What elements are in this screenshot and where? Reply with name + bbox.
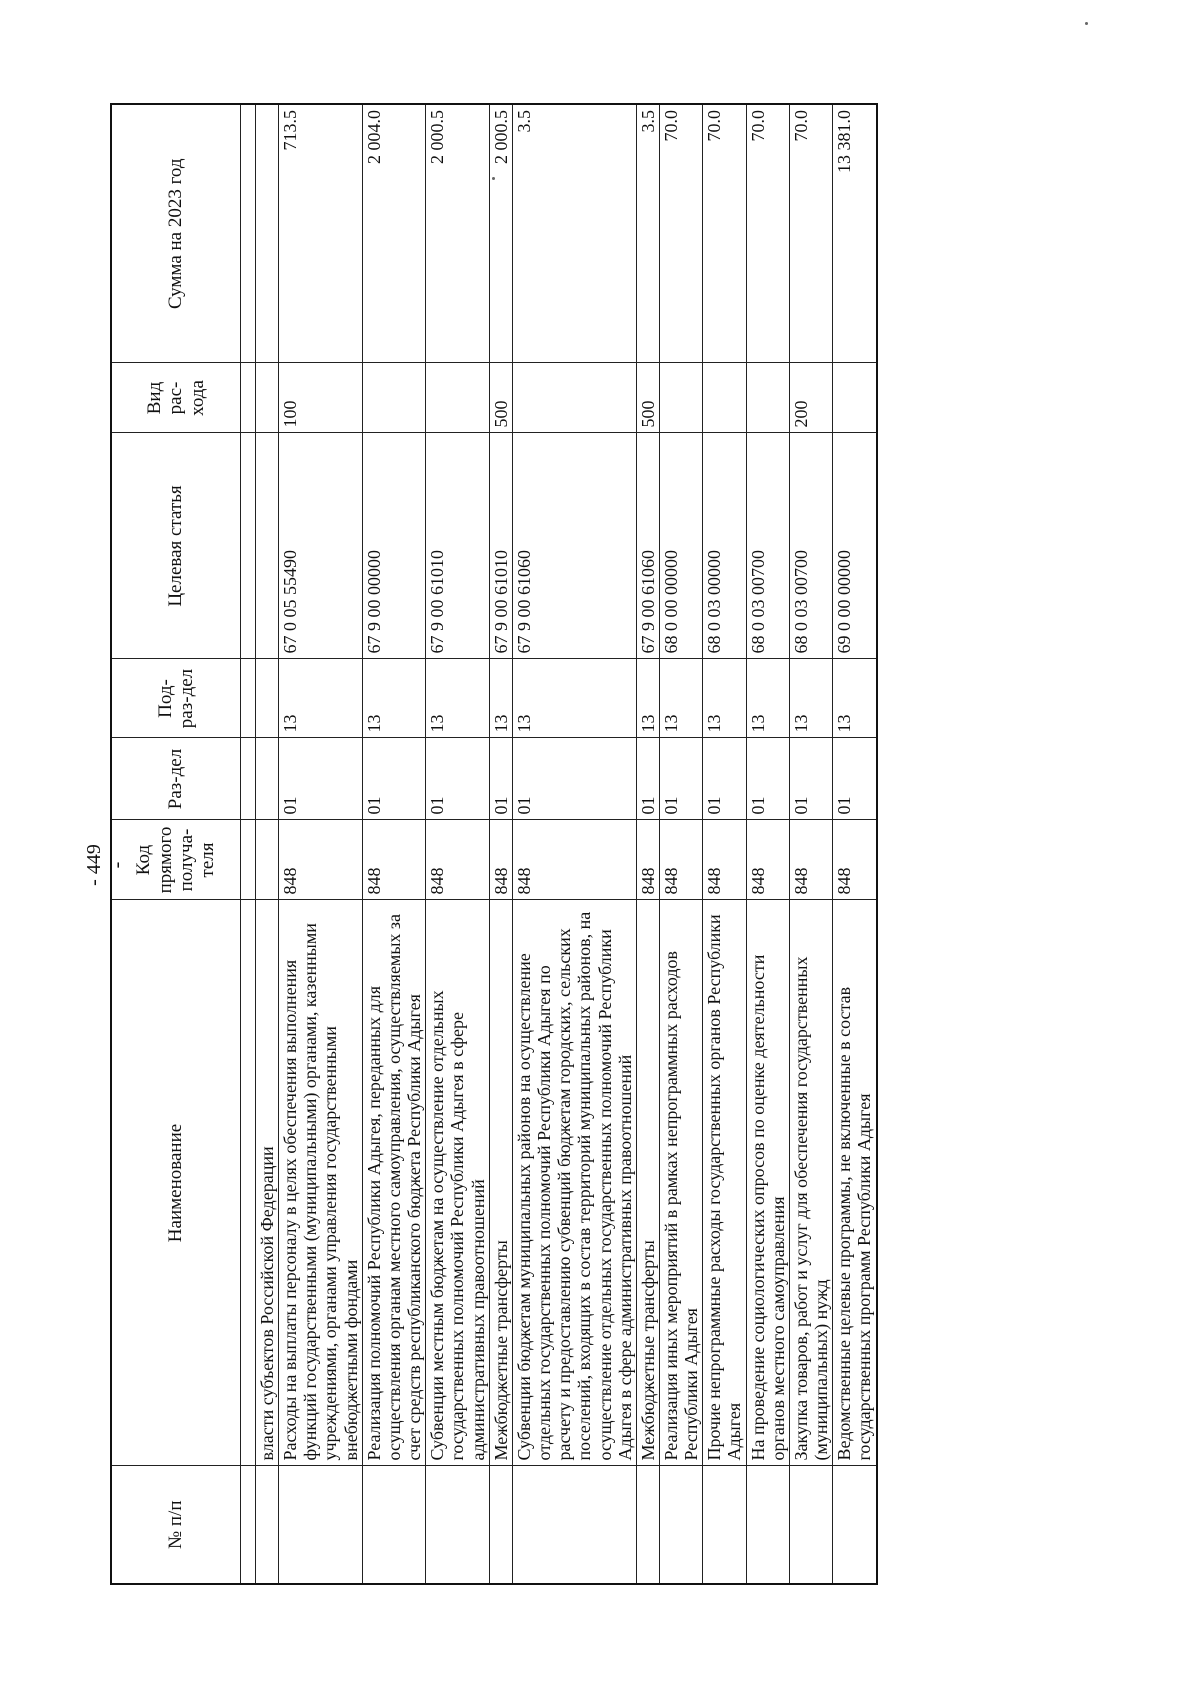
cell-sum: 713.5 bbox=[279, 104, 363, 363]
cell-target: 68 0 03 00000 bbox=[703, 433, 746, 659]
cell-expense-type: 500 bbox=[489, 363, 512, 433]
cell-num bbox=[659, 1466, 702, 1584]
table-row bbox=[279, 104, 363, 1584]
cell-num bbox=[279, 1466, 363, 1584]
cell-target: 67 9 00 61060 bbox=[512, 433, 636, 659]
cell-subsection: 13 bbox=[512, 659, 636, 738]
budget-table bbox=[110, 103, 878, 1585]
cell-name: Субвенции местным бюджетам на осуществление отдельных государственных полномочий Республики Адыгея в сфере административных правоотношений bbox=[426, 900, 489, 1466]
header-code: Код прямого получа-теля bbox=[111, 820, 241, 900]
cell-name: Расходы на выплаты персоналу в целях обеспечения выполнения функций государственными (муниципальными) органами, казенными учреждениями, органами управления государственными внебюджетными фондами bbox=[279, 900, 363, 1466]
cell-sum: 70.0 bbox=[789, 104, 832, 363]
cell-target: 68 0 00 00000 bbox=[659, 433, 702, 659]
cell-section: 01 bbox=[636, 738, 659, 820]
cell-sum: 2 000.5 bbox=[489, 104, 512, 363]
cell-sum: 2 004.0 bbox=[362, 104, 425, 363]
cell-subsection bbox=[256, 659, 279, 738]
cell-subsection: 13 bbox=[746, 659, 789, 738]
header-num: № п/п bbox=[111, 1466, 241, 1584]
cell-num bbox=[703, 1466, 746, 1584]
cell-num bbox=[789, 1466, 832, 1584]
cell-subsection: 13 bbox=[426, 659, 489, 738]
cell-name: Межбюджетные трансферты bbox=[489, 900, 512, 1466]
cell-section bbox=[256, 738, 279, 820]
table-row bbox=[746, 104, 789, 1584]
cell-sum: 3.5 bbox=[636, 104, 659, 363]
cell-expense-type: 500 bbox=[636, 363, 659, 433]
cell-name: Реализация полномочий Республики Адыгея, переданных для осуществления органам местного самоуправления, осуществляемых за счет средств республиканского бюджета Республики Адыгея bbox=[362, 900, 425, 1466]
cell-code: 848 bbox=[659, 820, 702, 900]
header-section: Раз-дел bbox=[111, 738, 241, 820]
header-sum: Сумма на 2023 год bbox=[111, 104, 241, 363]
table-row bbox=[512, 104, 636, 1584]
cell-code: 848 bbox=[489, 820, 512, 900]
cell-section: 01 bbox=[279, 738, 363, 820]
cell-code: 848 bbox=[703, 820, 746, 900]
cell-name: Закупка товаров, работ и услуг для обеспечения государственных (муниципальных) нужд bbox=[789, 900, 832, 1466]
cell-subsection: 13 bbox=[279, 659, 363, 738]
cell-sum: 13 381.0 bbox=[833, 104, 877, 363]
header-expense-type: Вид рас-хода bbox=[111, 363, 241, 433]
header-subsection: Под-раз-дел bbox=[111, 659, 241, 738]
cell-expense-type: 200 bbox=[789, 363, 832, 433]
cell-num bbox=[426, 1466, 489, 1584]
cell-expense-type bbox=[256, 363, 279, 433]
cell-section: 01 bbox=[659, 738, 702, 820]
cell-section: 01 bbox=[833, 738, 877, 820]
cell-sum bbox=[256, 104, 279, 363]
cell-subsection: 13 bbox=[659, 659, 702, 738]
cell-sum: 70.0 bbox=[746, 104, 789, 363]
cell-name: Субвенции бюджетам муниципальных районов на осуществление отдельных государственных полномочий Республики Адыгея по расчету и предоставлению субвенций бюджетам городских, сельских поселений, входящих в состав территорий муниципальных районов, на осуществление отдельных государственных полномочий Республики Адыгея в сфере административных правоотношений bbox=[512, 900, 636, 1466]
cell-expense-type: 100 bbox=[279, 363, 363, 433]
table-row bbox=[362, 104, 425, 1584]
cell-name: Ведомственные целевые программы, не включенные в состав государственных программ Республики Адыгея bbox=[833, 900, 877, 1466]
table-row bbox=[659, 104, 702, 1584]
cell-sum: 70.0 bbox=[703, 104, 746, 363]
cell-section: 01 bbox=[512, 738, 636, 820]
cell-subsection: 13 bbox=[789, 659, 832, 738]
cell-target: 68 0 03 00700 bbox=[746, 433, 789, 659]
cell-expense-type bbox=[746, 363, 789, 433]
cell-num bbox=[362, 1466, 425, 1584]
cell-section: 01 bbox=[489, 738, 512, 820]
table-row bbox=[426, 104, 489, 1584]
cell-code: 848 bbox=[833, 820, 877, 900]
cell-subsection: 13 bbox=[703, 659, 746, 738]
cell-code: 848 bbox=[279, 820, 363, 900]
cell-subsection: 13 bbox=[833, 659, 877, 738]
cell-expense-type bbox=[512, 363, 636, 433]
cell-subsection: 13 bbox=[636, 659, 659, 738]
cell-target: 67 0 05 55490 bbox=[279, 433, 363, 659]
cell-code: 848 bbox=[746, 820, 789, 900]
cell-target: 67 9 00 61010 bbox=[489, 433, 512, 659]
cell-target: 67 9 00 00000 bbox=[362, 433, 425, 659]
cell-subsection: 13 bbox=[362, 659, 425, 738]
table-header-row bbox=[111, 104, 241, 1584]
cell-section: 01 bbox=[789, 738, 832, 820]
cell-name: власти субъектов Российской Федерации bbox=[256, 900, 279, 1466]
cell-subsection: 13 bbox=[489, 659, 512, 738]
cell-section: 01 bbox=[426, 738, 489, 820]
page-number: - 449 - bbox=[83, 844, 128, 886]
cell-section: 01 bbox=[362, 738, 425, 820]
table-spacer-row bbox=[241, 104, 256, 1584]
cell-name: Межбюджетные трансферты bbox=[636, 900, 659, 1466]
cell-target: 67 9 00 61010 bbox=[426, 433, 489, 659]
cell-code: 848 bbox=[789, 820, 832, 900]
scan-speck bbox=[1085, 22, 1088, 25]
cell-code: 848 bbox=[512, 820, 636, 900]
table-row bbox=[703, 104, 746, 1584]
table-row bbox=[636, 104, 659, 1584]
cell-sum: 3.5 bbox=[512, 104, 636, 363]
cell-section: 01 bbox=[703, 738, 746, 820]
table-body bbox=[241, 104, 877, 1584]
cell-expense-type bbox=[703, 363, 746, 433]
cell-num bbox=[489, 1466, 512, 1584]
header-name: Наименование bbox=[111, 900, 241, 1466]
cell-expense-type bbox=[833, 363, 877, 433]
cell-code: 848 bbox=[362, 820, 425, 900]
cell-sum: 70.0 bbox=[659, 104, 702, 363]
table-row bbox=[789, 104, 832, 1584]
cell-code: 848 bbox=[426, 820, 489, 900]
cell-num bbox=[636, 1466, 659, 1584]
header-target: Целевая статья bbox=[111, 433, 241, 659]
scan-speck bbox=[492, 177, 495, 180]
cell-code bbox=[256, 820, 279, 900]
cell-expense-type bbox=[426, 363, 489, 433]
cell-num bbox=[746, 1466, 789, 1584]
cell-sum: 2 000.5 bbox=[426, 104, 489, 363]
cell-num bbox=[512, 1466, 636, 1584]
cell-section: 01 bbox=[746, 738, 789, 820]
cell-name: Реализация иных мероприятий в рамках непрограммных расходов Республики Адыгея bbox=[659, 900, 702, 1466]
table-row bbox=[833, 104, 877, 1584]
cell-expense-type bbox=[362, 363, 425, 433]
cell-name: На проведение социологических опросов по оценке деятельности органов местного самоуправления bbox=[746, 900, 789, 1466]
cell-target bbox=[256, 433, 279, 659]
table-row bbox=[489, 104, 512, 1584]
cell-target: 69 0 00 00000 bbox=[833, 433, 877, 659]
cell-target: 68 0 03 00700 bbox=[789, 433, 832, 659]
cell-num bbox=[256, 1466, 279, 1584]
cell-target: 67 9 00 61060 bbox=[636, 433, 659, 659]
table-row bbox=[256, 104, 279, 1584]
cell-code: 848 bbox=[636, 820, 659, 900]
cell-num bbox=[833, 1466, 877, 1584]
cell-name: Прочие непрограммные расходы государственных органов Республики Адыгея bbox=[703, 900, 746, 1466]
cell-expense-type bbox=[659, 363, 702, 433]
